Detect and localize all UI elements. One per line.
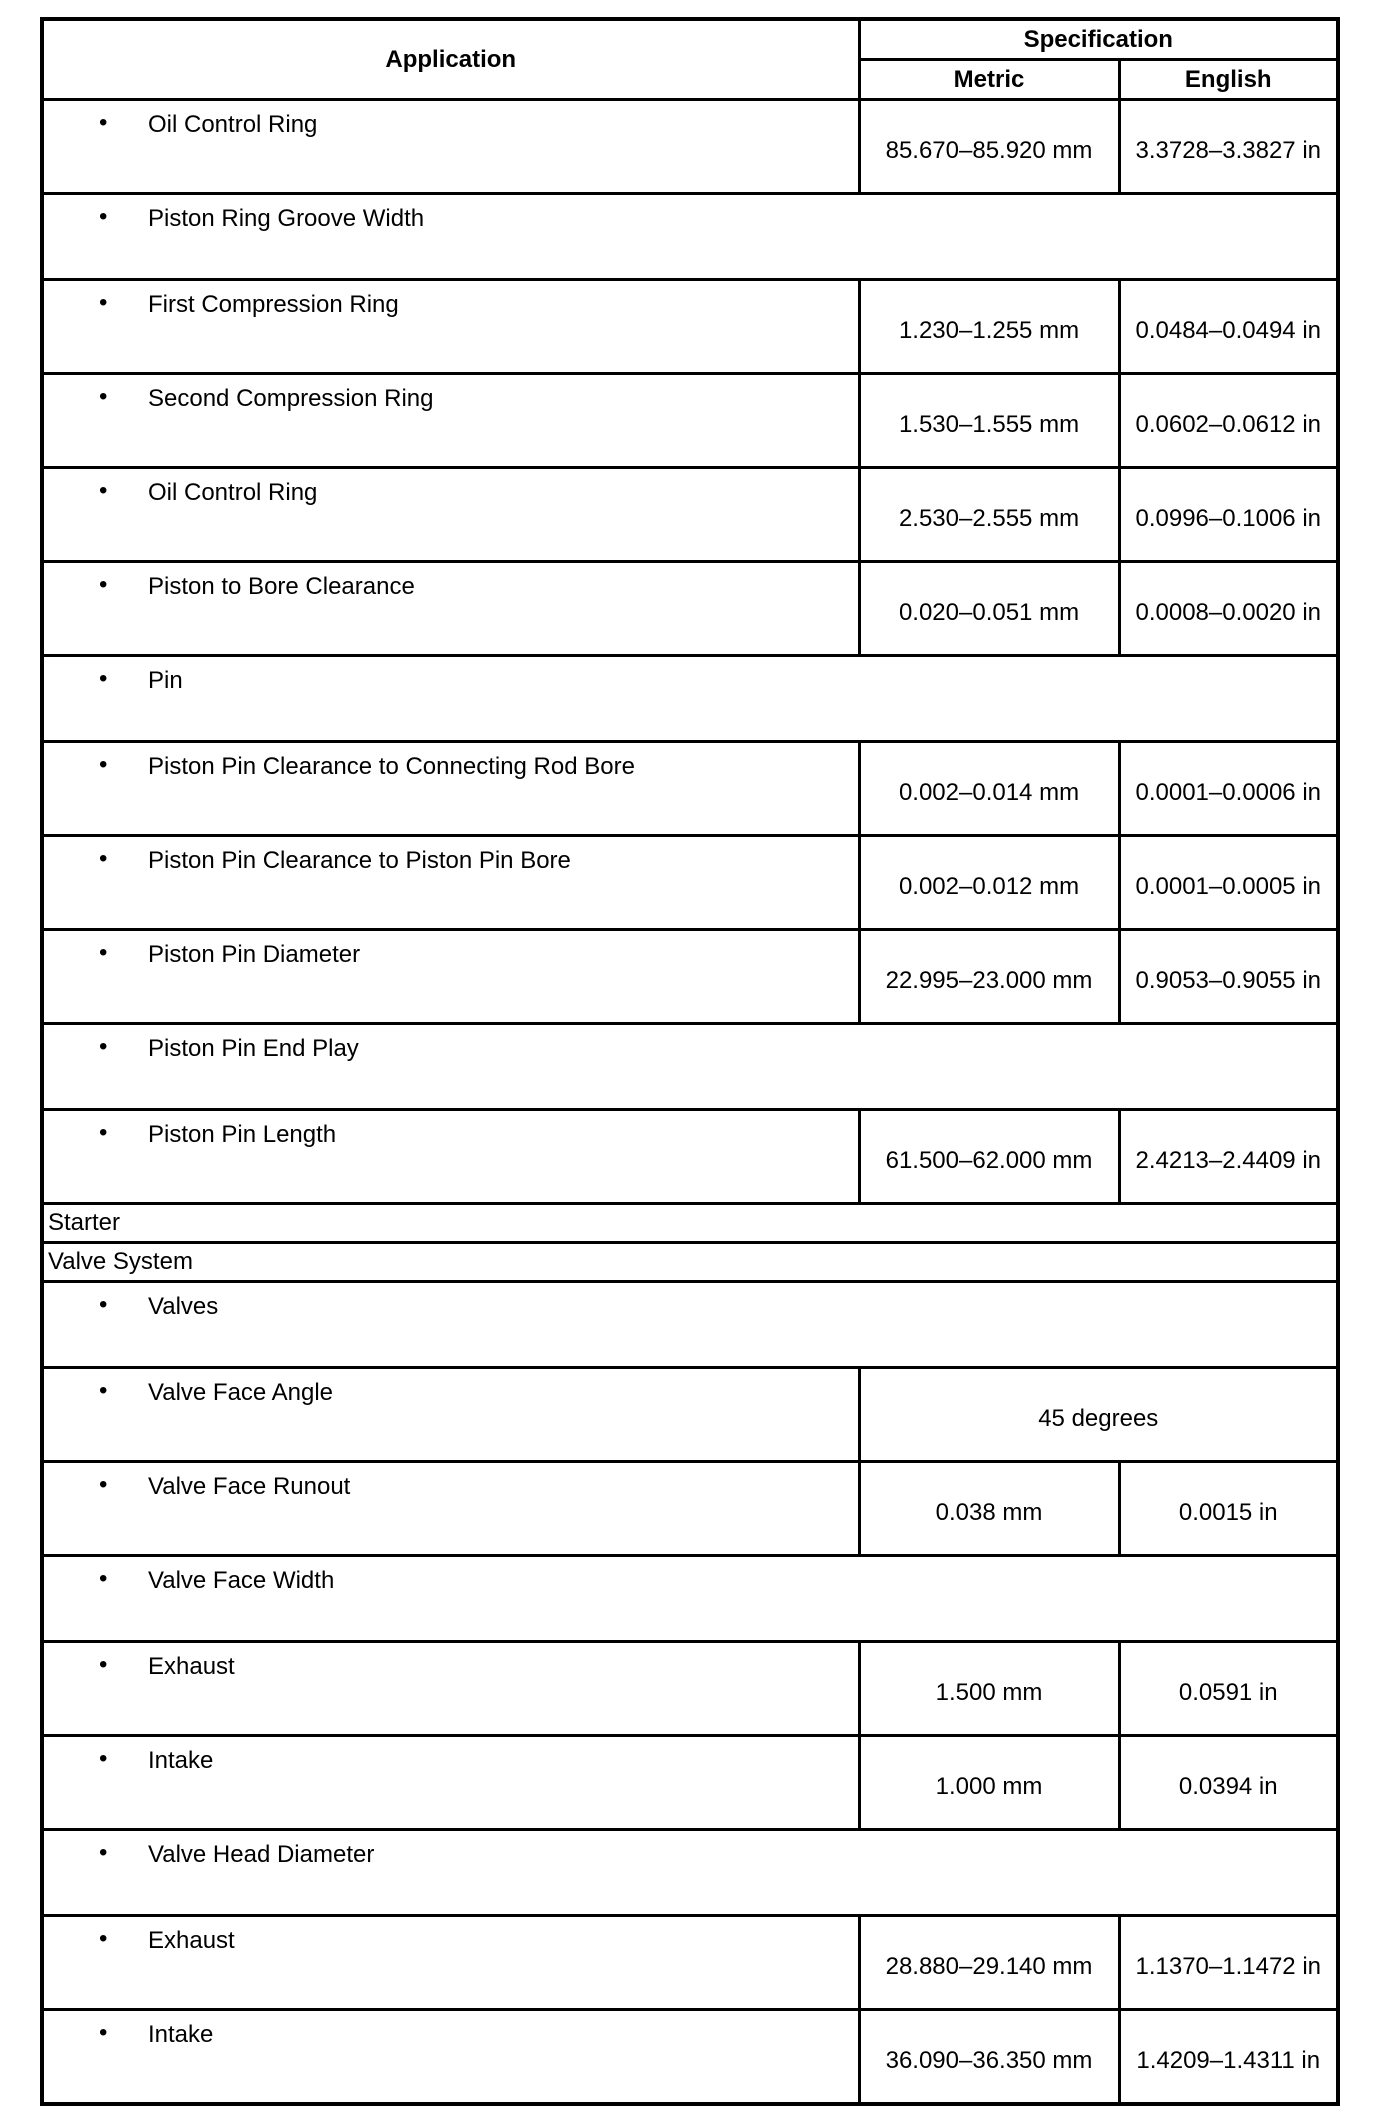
table-row [42, 374, 1338, 468]
english-value-cell: 0.0015 in [1119, 1462, 1338, 1556]
metric-value-cell: 61.500–62.000 mm [859, 1110, 1119, 1204]
application-label: Valve Face Runout [148, 1473, 351, 1500]
metric-value-cell: 0.038 mm [859, 1462, 1119, 1556]
application-cell [42, 1916, 859, 2010]
application-cell [42, 194, 1338, 280]
english-header: English [1119, 60, 1338, 100]
table-header [42, 19, 1338, 100]
application-cell [42, 1556, 1338, 1642]
bullet-icon: • [99, 1651, 108, 1678]
table-row [42, 280, 1338, 374]
section-label: Valve System [42, 1243, 1338, 1282]
english-value-cell: 0.0602–0.0612 in [1119, 374, 1338, 468]
english-value-cell: 0.0001–0.0005 in [1119, 836, 1338, 930]
metric-value-cell: 1.530–1.555 mm [859, 374, 1119, 468]
english-value-cell: 0.0394 in [1119, 1736, 1338, 1830]
section-label: Starter [42, 1204, 1338, 1243]
bullet-icon: • [99, 203, 108, 230]
application-label: Intake [148, 2021, 214, 2048]
group-row [42, 1830, 1338, 1916]
metric-value-cell: 28.880–29.140 mm [859, 1916, 1119, 2010]
table-row [42, 562, 1338, 656]
application-cell [42, 1368, 859, 1462]
application-cell [42, 1736, 859, 1830]
metric-header: Metric [859, 60, 1119, 100]
section-row [42, 1243, 1338, 1282]
application-label: Intake [148, 1747, 214, 1774]
application-label: Piston Pin Clearance to Piston Pin Bore [148, 847, 571, 874]
table-row [42, 1642, 1338, 1736]
table-row [42, 1368, 1338, 1462]
specification-table [40, 17, 1340, 2106]
application-label: Exhaust [148, 1653, 235, 1680]
table-row [42, 742, 1338, 836]
application-cell [42, 1462, 859, 1556]
application-label: Second Compression Ring [148, 385, 434, 412]
bullet-icon: • [99, 1925, 108, 1952]
application-cell [42, 656, 1338, 742]
bullet-icon: • [99, 665, 108, 692]
application-cell [42, 1830, 1338, 1916]
bullet-icon: • [99, 939, 108, 966]
application-cell [42, 1642, 859, 1736]
english-value-cell: 0.0484–0.0494 in [1119, 280, 1338, 374]
application-cell [42, 468, 859, 562]
application-label: Exhaust [148, 1927, 235, 1954]
table-row [42, 930, 1338, 1024]
application-cell [42, 742, 859, 836]
metric-value-cell: 0.002–0.012 mm [859, 836, 1119, 930]
table-row [42, 1462, 1338, 1556]
bullet-icon: • [99, 109, 108, 136]
table-row [42, 1916, 1338, 2010]
section-row [42, 1204, 1338, 1243]
application-cell [42, 930, 859, 1024]
metric-value-cell: 85.670–85.920 mm [859, 100, 1119, 194]
application-label: Valves [148, 1293, 219, 1320]
metric-value-cell: 2.530–2.555 mm [859, 468, 1119, 562]
application-label: Valve Face Width [148, 1567, 335, 1594]
bullet-icon: • [99, 1119, 108, 1146]
bullet-icon: • [99, 1291, 108, 1318]
english-value-cell: 0.0008–0.0020 in [1119, 562, 1338, 656]
group-row [42, 1024, 1338, 1110]
bullet-icon: • [99, 845, 108, 872]
application-label: Pin [148, 667, 183, 694]
bullet-icon: • [99, 571, 108, 598]
metric-value-cell: 1.000 mm [859, 1736, 1119, 1830]
table-row [42, 468, 1338, 562]
bullet-icon: • [99, 2019, 108, 2046]
bullet-icon: • [99, 1839, 108, 1866]
english-value-cell: 1.4209–1.4311 in [1119, 2010, 1338, 2105]
metric-value-cell: 1.500 mm [859, 1642, 1119, 1736]
application-header: Application [42, 19, 859, 100]
table-body [42, 100, 1338, 2105]
application-label: Piston Pin Length [148, 1121, 337, 1148]
table-row [42, 1736, 1338, 1830]
application-cell [42, 2010, 859, 2105]
table-row [42, 836, 1338, 930]
application-label: Oil Control Ring [148, 479, 318, 506]
application-cell [42, 1110, 859, 1204]
english-value-cell: 2.4213–2.4409 in [1119, 1110, 1338, 1204]
metric-value-cell: 0.002–0.014 mm [859, 742, 1119, 836]
english-value-cell: 0.0001–0.0006 in [1119, 742, 1338, 836]
group-row [42, 656, 1338, 742]
application-cell [42, 280, 859, 374]
application-label: Valve Head Diameter [148, 1841, 375, 1868]
application-label: Piston Ring Groove Width [148, 205, 425, 232]
table-row [42, 2010, 1338, 2105]
bullet-icon: • [99, 383, 108, 410]
bullet-icon: • [99, 1745, 108, 1772]
application-label: Piston Pin Diameter [148, 941, 361, 968]
bullet-icon: • [99, 289, 108, 316]
english-value-cell: 0.0996–0.1006 in [1119, 468, 1338, 562]
application-label: Oil Control Ring [148, 111, 318, 138]
application-cell [42, 1282, 1338, 1368]
application-cell [42, 836, 859, 930]
application-cell [42, 374, 859, 468]
application-cell [42, 562, 859, 656]
metric-value-cell: 0.020–0.051 mm [859, 562, 1119, 656]
group-row [42, 1556, 1338, 1642]
application-label: Piston to Bore Clearance [148, 573, 415, 600]
application-cell [42, 100, 859, 194]
metric-value-cell: 22.995–23.000 mm [859, 930, 1119, 1024]
group-row [42, 1282, 1338, 1368]
english-value-cell: 3.3728–3.3827 in [1119, 100, 1338, 194]
table-row [42, 1110, 1338, 1204]
application-label: Piston Pin End Play [148, 1035, 359, 1062]
specification-header: Specification [859, 19, 1338, 60]
spec-value-cell: 45 degrees [859, 1368, 1338, 1462]
bullet-icon: • [99, 477, 108, 504]
application-cell [42, 1024, 1338, 1110]
bullet-icon: • [99, 1377, 108, 1404]
bullet-icon: • [99, 1565, 108, 1592]
metric-value-cell: 36.090–36.350 mm [859, 2010, 1119, 2105]
english-value-cell: 1.1370–1.1472 in [1119, 1916, 1338, 2010]
group-row [42, 194, 1338, 280]
metric-value-cell: 1.230–1.255 mm [859, 280, 1119, 374]
bullet-icon: • [99, 751, 108, 778]
table-row [42, 100, 1338, 194]
bullet-icon: • [99, 1471, 108, 1498]
bullet-icon: • [99, 1033, 108, 1060]
english-value-cell: 0.9053–0.9055 in [1119, 930, 1338, 1024]
english-value-cell: 0.0591 in [1119, 1642, 1338, 1736]
application-label: Piston Pin Clearance to Connecting Rod Bore [148, 753, 635, 780]
application-label: First Compression Ring [148, 291, 399, 318]
application-label: Valve Face Angle [148, 1379, 334, 1406]
